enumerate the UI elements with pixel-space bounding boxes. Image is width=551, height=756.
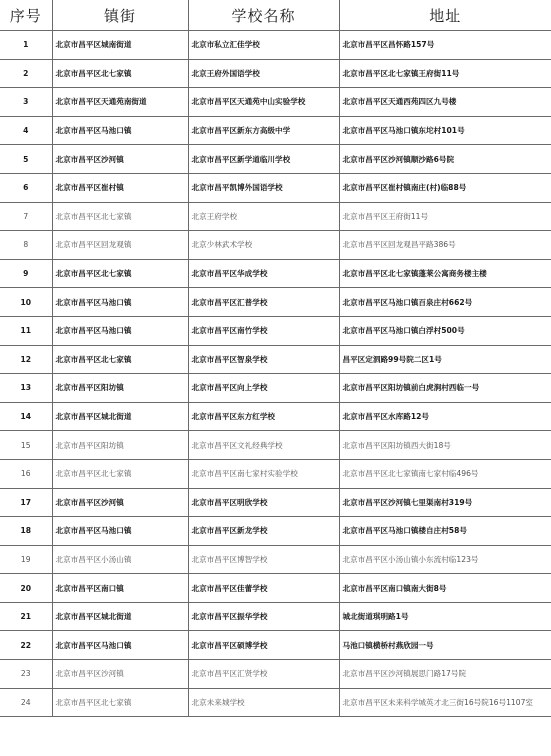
table-row [0, 288, 551, 317]
row-address: 北京市昌平区阳坊镇前白虎涧村西临一号 [339, 374, 551, 403]
row-town: 北京市昌平区北七家镇 [52, 202, 188, 231]
row-address: 北京市昌平区马池口镇白浮村500号 [339, 316, 551, 345]
row-school: 北京市昌平凯博外国语学校 [188, 173, 339, 202]
row-school: 北京市昌平区新龙学校 [188, 517, 339, 546]
row-address: 北京市昌平区北七家镇南七家村临496号 [339, 459, 551, 488]
row-address: 北京市昌平区回龙观昌平路386号 [339, 231, 551, 260]
table-row [0, 374, 551, 403]
table-row [0, 660, 551, 689]
row-school: 北京市昌平区新东方高级中学 [188, 116, 339, 145]
row-number: 16 [0, 459, 52, 488]
row-number: 14 [0, 402, 52, 431]
header-number: 序号 [0, 0, 52, 31]
table-row [0, 402, 551, 431]
row-address: 北京市昌平区崔村镇南庄(村)临88号 [339, 173, 551, 202]
row-address: 北京市昌平区昌怀路157号 [339, 31, 551, 60]
row-address: 北京市昌平区南口镇南大街8号 [339, 574, 551, 603]
table-row [0, 202, 551, 231]
row-number: 2 [0, 59, 52, 88]
row-town: 北京市昌平区马池口镇 [52, 631, 188, 660]
row-town: 北京市昌平区阳坊镇 [52, 374, 188, 403]
table-row [0, 459, 551, 488]
row-number: 18 [0, 517, 52, 546]
table-row [0, 574, 551, 603]
row-school: 北京市昌平区文礼经典学校 [188, 431, 339, 460]
row-town: 北京市昌平区天通苑南街道 [52, 88, 188, 117]
header-town: 镇街 [52, 0, 188, 31]
table-row [0, 259, 551, 288]
row-school: 北京王府外国语学校 [188, 59, 339, 88]
row-number: 20 [0, 574, 52, 603]
row-town: 北京市昌平区北七家镇 [52, 688, 188, 717]
header-school: 学校名称 [188, 0, 339, 31]
row-address: 北京市昌平区水库路12号 [339, 402, 551, 431]
row-number: 9 [0, 259, 52, 288]
row-school: 北京市私立汇佳学校 [188, 31, 339, 60]
row-number: 17 [0, 488, 52, 517]
row-number: 6 [0, 173, 52, 202]
row-address: 北京市昌平区沙河镇顺沙路6号院 [339, 145, 551, 174]
row-school: 北京市昌平区东方红学校 [188, 402, 339, 431]
row-number: 11 [0, 316, 52, 345]
row-number: 1 [0, 31, 52, 60]
row-school: 北京市昌平区智泉学校 [188, 345, 339, 374]
table-row [0, 688, 551, 717]
row-number: 13 [0, 374, 52, 403]
row-address: 北京市昌平区沙河镇七里渠南村319号 [339, 488, 551, 517]
header-row [0, 0, 551, 31]
row-address: 北京市昌平区沙河镇展思门路17号院 [339, 660, 551, 689]
row-address: 马池口镇横桥村燕欣园一号 [339, 631, 551, 660]
table-row [0, 488, 551, 517]
row-town: 北京市昌平区回龙观镇 [52, 231, 188, 260]
row-number: 22 [0, 631, 52, 660]
row-number: 12 [0, 345, 52, 374]
table-row [0, 316, 551, 345]
table-row [0, 31, 551, 60]
table-row [0, 345, 551, 374]
row-address: 北京市昌平区未来科学城英才北三街16号院16号1107室 [339, 688, 551, 717]
row-town: 北京市昌平区沙河镇 [52, 488, 188, 517]
row-school: 北京市昌平区明欣学校 [188, 488, 339, 517]
row-town: 北京市昌平区马池口镇 [52, 288, 188, 317]
row-address: 北京市昌平区阳坊镇西大街18号 [339, 431, 551, 460]
row-school: 北京市昌平区新学道临川学校 [188, 145, 339, 174]
row-number: 3 [0, 88, 52, 117]
row-school: 北京市昌平区华成学校 [188, 259, 339, 288]
row-school: 北京王府学校 [188, 202, 339, 231]
row-school: 北京市昌平区振华学校 [188, 602, 339, 631]
row-number: 21 [0, 602, 52, 631]
row-town: 北京市昌平区北七家镇 [52, 345, 188, 374]
row-town: 北京市昌平区北七家镇 [52, 459, 188, 488]
table-row [0, 517, 551, 546]
row-address: 北京市昌平区北七家镇王府街11号 [339, 59, 551, 88]
table-row [0, 59, 551, 88]
table-row [0, 602, 551, 631]
row-town: 北京市昌平区北七家镇 [52, 259, 188, 288]
row-school: 北京市昌平区向上学校 [188, 374, 339, 403]
row-town: 北京市昌平区马池口镇 [52, 517, 188, 546]
row-town: 北京市昌平区城南街道 [52, 31, 188, 60]
row-school: 北京少林武术学校 [188, 231, 339, 260]
row-number: 10 [0, 288, 52, 317]
table-row [0, 231, 551, 260]
header-address: 地址 [339, 0, 551, 31]
row-number: 8 [0, 231, 52, 260]
row-address: 北京市昌平区北七家镇蓬莱公寓商务楼主楼 [339, 259, 551, 288]
table-row [0, 88, 551, 117]
row-school: 北京市昌平区南七家村实验学校 [188, 459, 339, 488]
row-school: 北京未来城学校 [188, 688, 339, 717]
row-address: 北京市昌平区天通西苑四区九号楼 [339, 88, 551, 117]
row-address: 城北街道琪明路1号 [339, 602, 551, 631]
table-row [0, 631, 551, 660]
table-row [0, 545, 551, 574]
row-town: 北京市昌平区城北街道 [52, 402, 188, 431]
row-number: 19 [0, 545, 52, 574]
row-number: 23 [0, 660, 52, 689]
table-row [0, 116, 551, 145]
row-town: 北京市昌平区小汤山镇 [52, 545, 188, 574]
row-number: 24 [0, 688, 52, 717]
row-school: 北京市昌平区南竹学校 [188, 316, 339, 345]
row-address: 昌平区定泗路99号院二区1号 [339, 345, 551, 374]
row-town: 北京市昌平区南口镇 [52, 574, 188, 603]
row-school: 北京市昌平区汇贤学校 [188, 660, 339, 689]
row-school: 北京市昌平区硕博学校 [188, 631, 339, 660]
row-address: 北京市昌平区马池口镇百泉庄村662号 [339, 288, 551, 317]
row-school: 北京市昌平区汇普学校 [188, 288, 339, 317]
table-row [0, 173, 551, 202]
row-number: 5 [0, 145, 52, 174]
row-town: 北京市昌平区沙河镇 [52, 145, 188, 174]
row-school: 北京市昌平区佳蕾学校 [188, 574, 339, 603]
row-town: 北京市昌平区马池口镇 [52, 316, 188, 345]
row-town: 北京市昌平区崔村镇 [52, 173, 188, 202]
row-town: 北京市昌平区沙河镇 [52, 660, 188, 689]
row-number: 7 [0, 202, 52, 231]
row-town: 北京市昌平区马池口镇 [52, 116, 188, 145]
row-town: 北京市昌平区北七家镇 [52, 59, 188, 88]
row-address: 北京市昌平区小汤山镇小东流村临123号 [339, 545, 551, 574]
row-town: 北京市昌平区阳坊镇 [52, 431, 188, 460]
row-address: 北京市昌平区马池口镇东坨村101号 [339, 116, 551, 145]
row-number: 15 [0, 431, 52, 460]
table-row [0, 431, 551, 460]
row-town: 北京市昌平区城北街道 [52, 602, 188, 631]
row-address: 北京市昌平区马池口镇楼自庄村58号 [339, 517, 551, 546]
row-number: 4 [0, 116, 52, 145]
row-school: 北京市昌平区天通苑中山实验学校 [188, 88, 339, 117]
row-school: 北京市昌平区博智学校 [188, 545, 339, 574]
table-row [0, 145, 551, 174]
row-address: 北京市昌平区王府街11号 [339, 202, 551, 231]
